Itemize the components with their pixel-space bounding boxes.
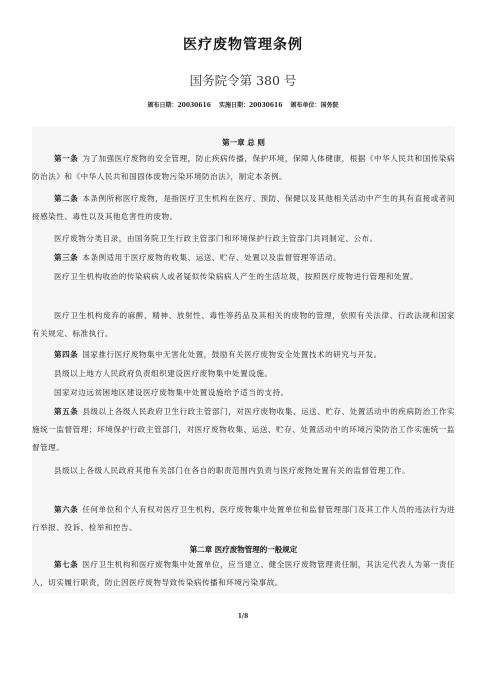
article-text: 本条例所称医疗废物，是指医疗卫生机构在医疗、预防、保健以及其他相关活动中产生的具有直接或者间接感染性、毒性以及其他危害性的废物。: [32, 194, 456, 221]
article-4: [32, 346, 455, 364]
article-2: [32, 190, 455, 226]
article-label: 第三条: [54, 253, 79, 262]
paragraph-text: 医疗卫生机构收治的传染病病人或者疑似传染病病人产生的生活垃圾，按照医疗废物进行管理和处置。: [54, 272, 419, 281]
page-number: 1/8: [237, 613, 249, 620]
paragraph: [32, 230, 455, 248]
article-3: [32, 249, 455, 267]
paragraph: [32, 268, 455, 286]
paragraph-text: 医疗卫生机构废弃的麻醉、精神、放射性、毒性等药品及其相关的废物的管理，依照有关法律、行政法规和国家有关规定、标准执行。: [32, 311, 455, 338]
decree-number: 国务院令第 380 号: [189, 73, 297, 88]
paragraph-text: 县级以上地方人民政府负责组织建设医疗废物集中处置设施。: [54, 369, 273, 378]
article-text: 为了加强医疗废物的安全管理，防止疾病传播，保护环境，保障人体健康，根据《中华人民共和国传染病防治法》和《中华人民共和国固体废物污染环境防治法》，制定本条例。: [32, 154, 456, 181]
article-label: 第二条: [54, 194, 79, 203]
article-text: 县级以上各级人民政府卫生行政主管部门，对医疗废物收集、运送、贮存、处置活动中的疾病防治工作实施统一监督管理；环境保护行政主管部门，对医疗废物收集、运送、贮存、处置活动中的环境污染防治工作实施统一监督管理。: [32, 407, 456, 452]
article-label: 第七条: [54, 560, 79, 569]
article-7: [32, 556, 455, 592]
article-text: 任何单位和个人有权对医疗卫生机构、医疗废物集中处置单位和监督管理部门及其工作人员的违法行为进行举报、投诉、检举和控告。: [32, 505, 456, 532]
article-label: 第五条: [54, 407, 79, 416]
article-1: [32, 150, 455, 186]
paragraph-text: 医疗废物分类目录，由国务院卫生行政主管部门和环境保护行政主管部门共同制定、公布。: [54, 234, 378, 243]
chapter-heading-2: 第二章 医疗废物管理的一般规定: [189, 545, 298, 554]
paragraph: [32, 384, 455, 402]
article-text: 医疗卫生机构和医疗废物集中处置单位，应当建立、健全医疗废物管理责任制，其法定代表人为第一责任人，切实履行职责，防止因医疗废物导致传染病传播和环境污染事故。: [32, 560, 456, 587]
effective-date: 实施日期：20030616: [218, 102, 283, 109]
paragraph: [32, 462, 455, 480]
article-5: [32, 403, 455, 457]
paragraph: [32, 365, 455, 383]
document-title: 医疗废物管理条例: [183, 37, 303, 53]
paragraph: [32, 307, 455, 343]
document-meta: [0, 100, 486, 109]
paragraph-text: 国家对边远贫困地区建设医疗废物集中处置设施给予适当的支持。: [54, 388, 289, 397]
article-label: 第一条: [54, 154, 79, 163]
article-label: 第六条: [54, 505, 79, 514]
issuer: 颁布单位：国务院: [290, 102, 339, 109]
article-text: 本条例适用于医疗废物的收集、运送、贮存、处置以及监督管理等活动。: [82, 253, 342, 262]
article-text: 国家推行医疗废物集中无害化处置，鼓励有关医疗废物安全处置技术的研究与开发。: [82, 350, 382, 359]
article-6: [32, 501, 455, 537]
article-label: 第四条: [54, 350, 79, 359]
chapter-heading-1: 第一章 总 则: [222, 138, 265, 147]
paragraph-text: 县级以上各级人民政府其他有关部门在各自的职责范围内负责与医疗废物处置有关的监督管理工作。: [54, 466, 411, 475]
publish-date: 颁布日期：20030616: [147, 102, 211, 109]
